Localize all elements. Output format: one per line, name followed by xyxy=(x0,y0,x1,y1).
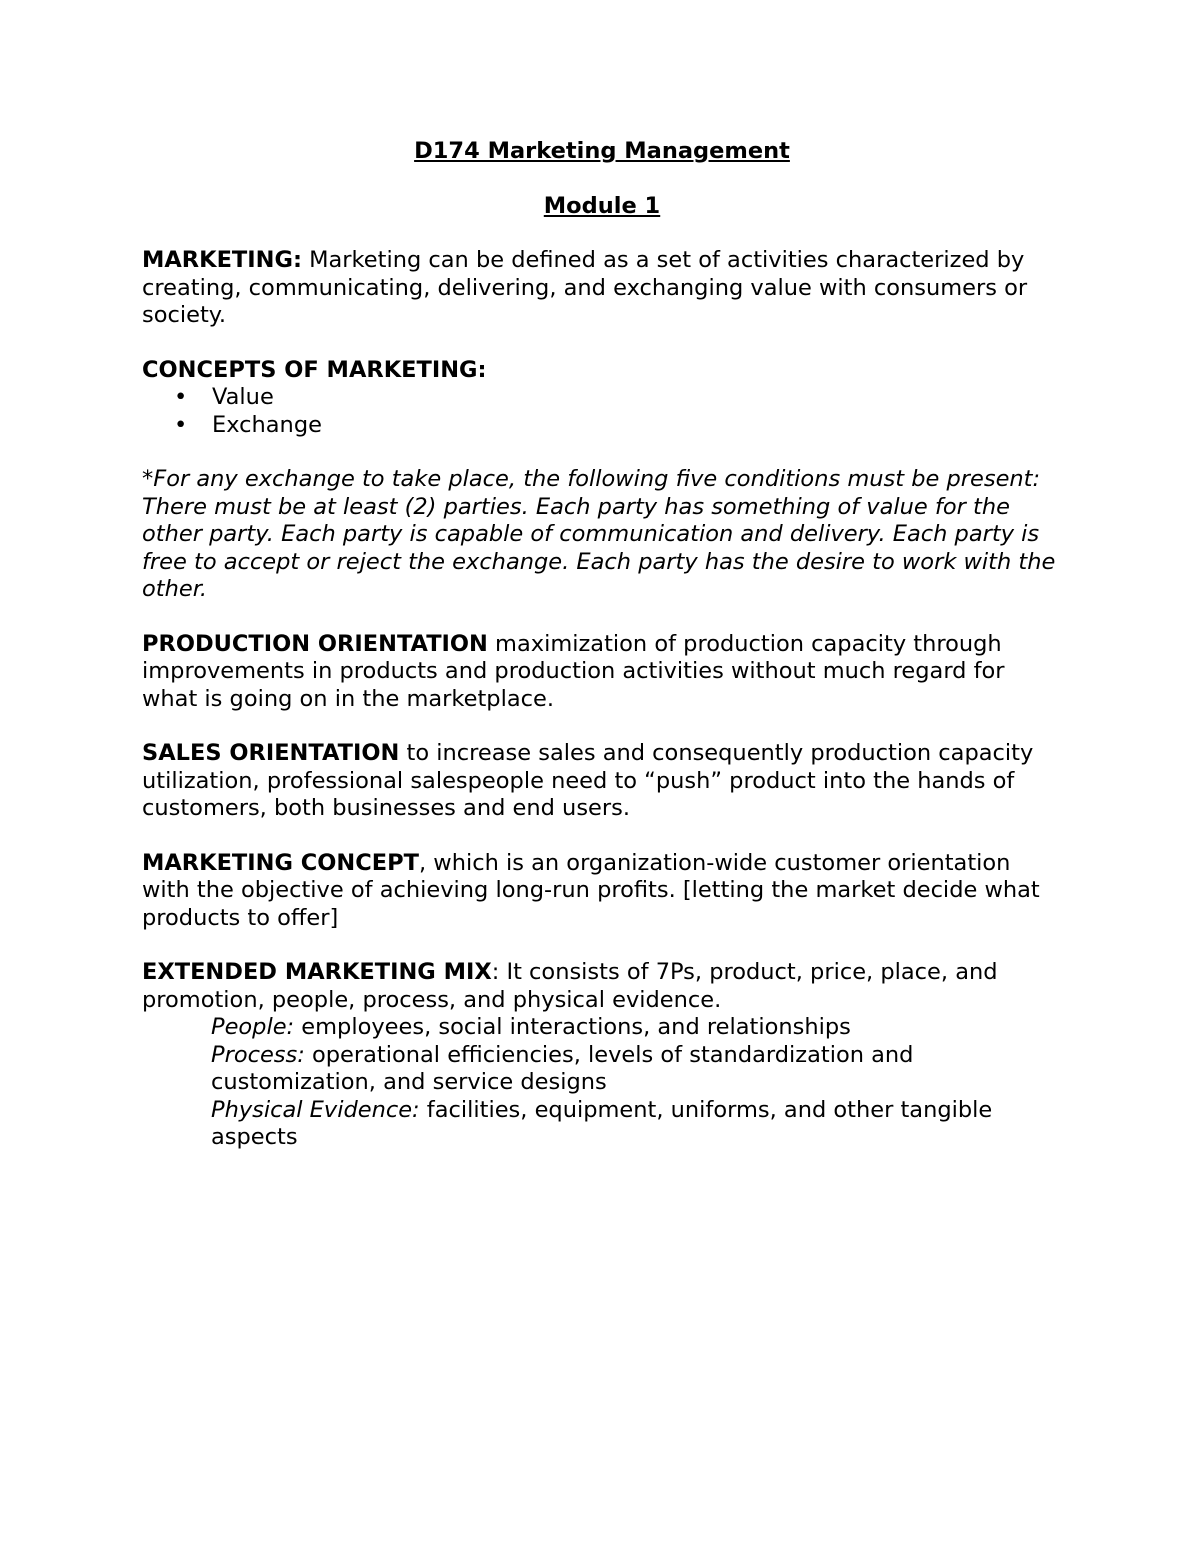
marketing-definition-text: Marketing can be defined as a set of activities characterized by creating, communicating, delivering, and exchanging value with consumers or society. xyxy=(142,247,1028,328)
concept-value: Value xyxy=(212,384,274,410)
production-orientation-term: PRODUCTION ORIENTATION xyxy=(142,630,488,657)
mix-item-physical-evidence xyxy=(211,1097,1062,1152)
sales-orientation-text: to increase sales and consequently production capacity utilization, professional salespeople need to “push” product into the hands of customers, both businesses and end users. xyxy=(142,740,1034,821)
list-item xyxy=(142,412,1062,440)
mix-item-term: Process: xyxy=(211,1041,305,1068)
concepts-heading: CONCEPTS OF MARKETING: xyxy=(142,356,487,383)
marketing-concept-term: MARKETING CONCEPT xyxy=(142,849,419,876)
mix-item-process xyxy=(211,1042,1062,1097)
bullet-icon: • xyxy=(174,411,188,438)
marketing-term: MARKETING: xyxy=(142,247,302,273)
list-item xyxy=(142,384,1062,412)
extended-mix-term: EXTENDED MARKETING MIX xyxy=(142,959,492,985)
extended-mix-text: : It consists of 7Ps, product, price, place, and promotion, people, process, and physical evidence. xyxy=(142,959,998,1013)
mix-item-people xyxy=(211,1014,1062,1042)
mix-item-term: People: xyxy=(211,1014,295,1040)
sales-orientation-paragraph xyxy=(142,740,1062,823)
production-orientation-paragraph xyxy=(142,631,1062,714)
extended-mix-intro xyxy=(142,959,1062,1014)
marketing-concept-text: , which is an organization-wide customer orientation with the objective of achieving long-run profits. [letting the market decide what products to offer] xyxy=(142,849,1040,931)
sales-orientation-term: SALES ORIENTATION xyxy=(142,740,400,766)
production-orientation-text: maximization of production capacity through improvements in products and production activities without much regard for what is going on in the marketplace. xyxy=(142,630,1005,712)
bullet-icon: • xyxy=(174,384,188,410)
document-page xyxy=(142,138,1062,1152)
marketing-definition xyxy=(142,247,1062,330)
concept-exchange: Exchange xyxy=(212,411,322,438)
mix-item-text: facilities, equipment, uniforms, and other tangible aspects xyxy=(211,1096,993,1150)
extended-mix-list xyxy=(142,1014,1062,1152)
mix-item-text: employees, social interactions, and relationships xyxy=(294,1014,851,1040)
mix-item-text: operational efficiencies, levels of standardization and customization, and service designs xyxy=(211,1041,914,1095)
exchange-conditions-note: *For any exchange to take place, the following five conditions must be present: There must be at least (2) parties. Each party has something of value for the other party. Each party is capable of communication and delivery. Each party is free to accept or reject the exchange. Each party has the desire to work with the other. xyxy=(142,466,1056,602)
marketing-concept-paragraph xyxy=(142,850,1062,933)
extended-marketing-mix-section xyxy=(142,959,1062,1152)
mix-item-term: Physical Evidence: xyxy=(211,1096,420,1123)
document-title: D174 Marketing Management xyxy=(414,138,790,164)
module-heading: Module 1 xyxy=(543,192,661,219)
concepts-section xyxy=(142,357,1062,440)
concepts-list xyxy=(142,384,1062,439)
